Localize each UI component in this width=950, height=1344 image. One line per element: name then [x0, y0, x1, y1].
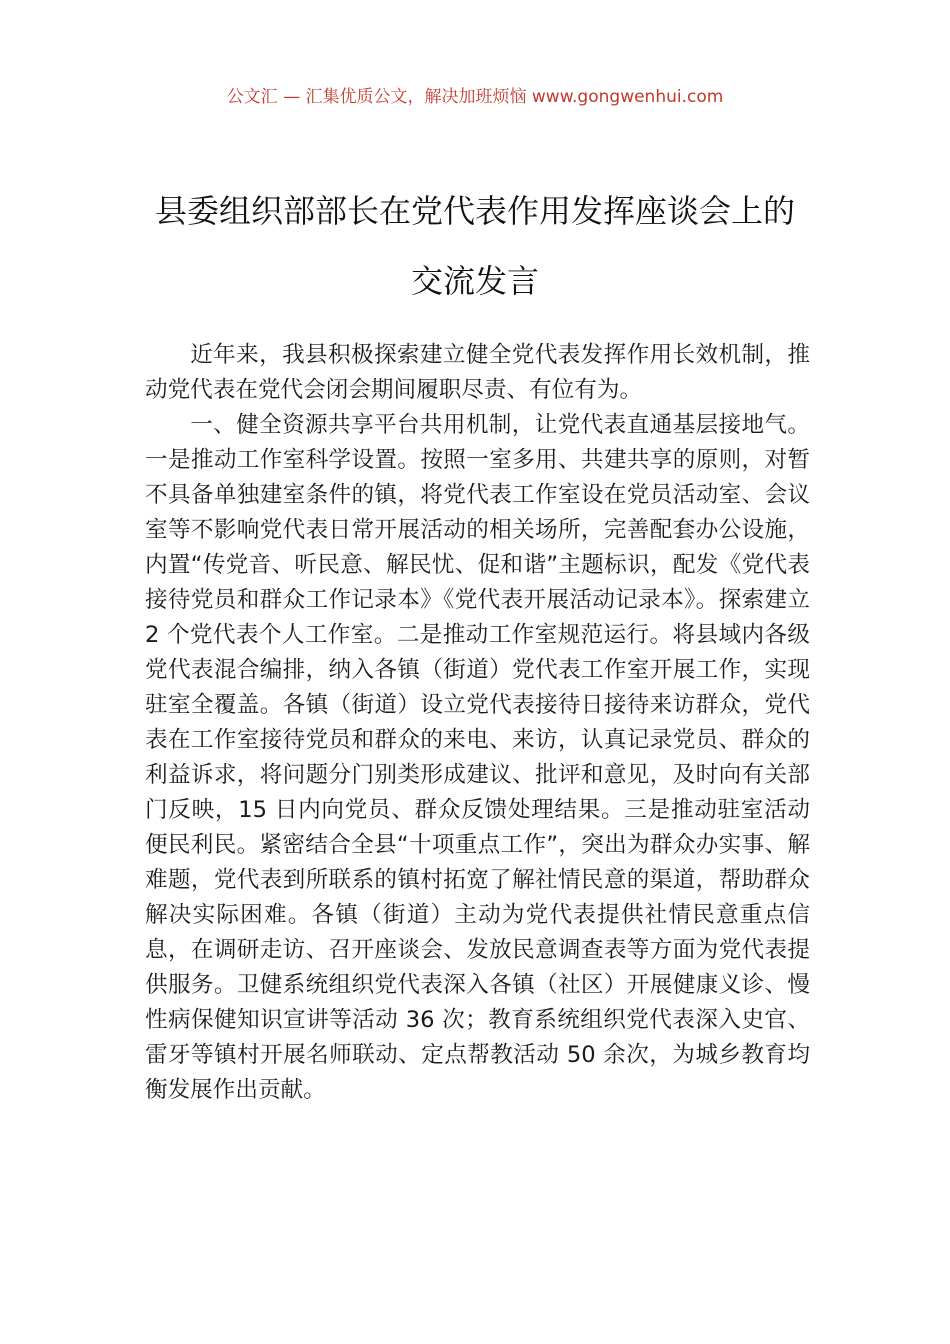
document-body	[145, 338, 810, 1108]
paragraph-intro: 近年来，我县积极探索建立健全党代表发挥作用长效机制，推动党代表在党代会闭会期间履职尽责、有位有为。	[145, 342, 810, 403]
site-banner: 公文汇 — 汇集优质公文，解决加班烦恼 www.gongwenhui.com	[226, 87, 724, 107]
document-title: 县委组织部部长在党代表作用发挥座谈会上的交流发言	[154, 192, 795, 300]
paragraph-section-one: 一、健全资源共享平台共用机制，让党代表直通基层接地气。一是推动工作室科学设置。按照一室多用、共建共享的原则，对暂不具备单独建室条件的镇，将党代表工作室设在党员活动室、会议室等不影响党代表日常开展活动的相关场所，完善配套办公设施，内置“传党音、听民意、解民忧、促和谐”主题标识，配发《党代表接待党员和群众工作记录本》《党代表开展活动记录本》。探索建立 2 个党代表个人工作室。二是推动工作室规范运行。将县域内各级党代表混合编排，纳入各镇（街道）党代表工作室开展工作，实现驻室全覆盖。各镇（街道）设立党代表接待日接待来访群众，党代表在工作室接待党员和群众的来电、来访，认真记录党员、群众的利益诉求，将问题分门别类形成建议、批评和意见，及时向有关部门反映，15 日内向党员、群众反馈处理结果。三是推动驻室活动便民利民。紧密结合全县“十项重点工作”，突出为群众办实事、解难题，党代表到所联系的镇村拓宽了解社情民意的渠道，帮助群众解决实际困难。各镇（街道）主动为党代表提供社情民意重点信息，在调研走访、召开座谈会、发放民意调查表等方面为党代表提供服务。卫健系统组织党代表深入各镇（社区）开展健康义诊、慢性病保健知识宣讲等活动 36 次；教育系统组织党代表深入史官、雷牙等镇村开展名师联动、定点帮教活动 50 余次，为城乡教育均衡发展作出贡献。	[145, 412, 810, 1103]
